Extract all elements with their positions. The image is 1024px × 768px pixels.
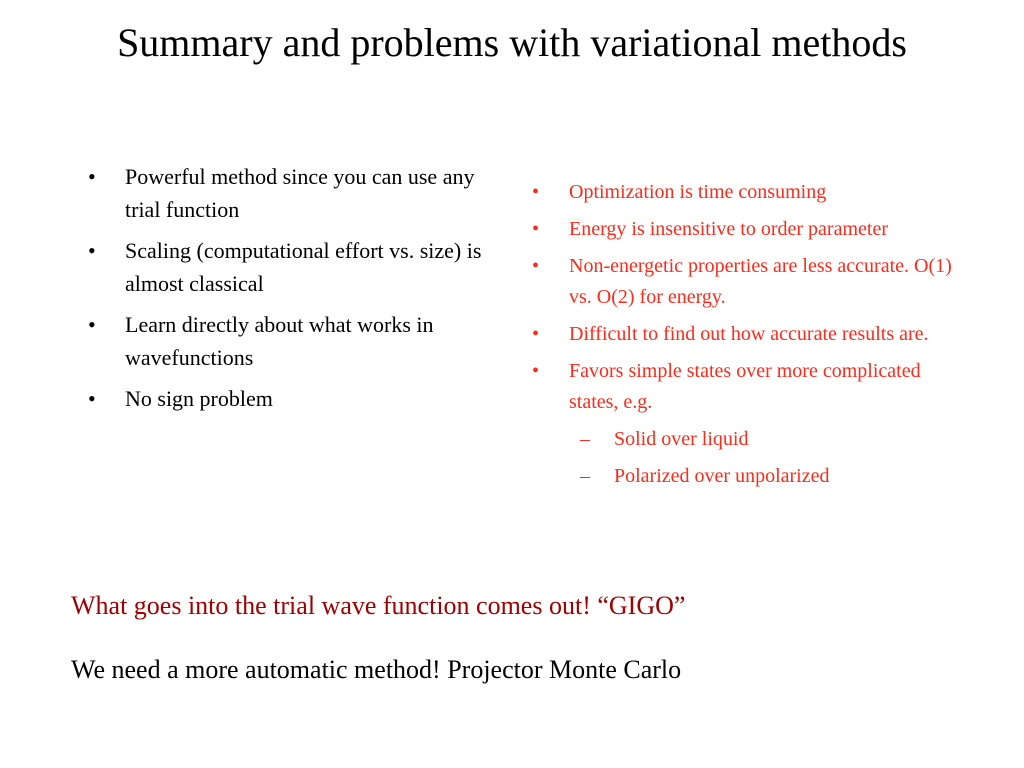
sub-list-item xyxy=(532,424,972,455)
bullet-icon: • xyxy=(532,255,540,277)
bullet-icon: • xyxy=(88,238,96,263)
list-item-text: Favors simple states over more complicated states, e.g. xyxy=(569,360,921,413)
list-item-text: Learn directly about what works in wavefunctions xyxy=(125,312,434,370)
list-item-text: Optimization is time consuming xyxy=(569,181,827,203)
list-item xyxy=(88,160,508,226)
bullet-icon: • xyxy=(88,164,96,189)
list-item-text: Powerful method since you can use any trial function xyxy=(125,164,475,222)
list-item xyxy=(88,234,508,300)
slide-title: Summary and problems with variational methods xyxy=(117,20,907,65)
list-item-text: Non-energetic properties are less accurate. O(1) vs. O(2) for energy. xyxy=(569,255,952,308)
bullet-icon: • xyxy=(88,386,96,411)
sub-list-item-text: Polarized over unpolarized xyxy=(614,465,830,487)
list-item-text: Energy is insensitive to order parameter xyxy=(569,218,888,240)
list-item xyxy=(532,177,972,208)
list-item-text: Scaling (computational effort vs. size) is almost classical xyxy=(125,238,482,296)
list-item-text: No sign problem xyxy=(125,386,273,411)
list-item-text: Difficult to find out how accurate results are. xyxy=(569,323,929,345)
list-item xyxy=(532,251,972,313)
problems-column xyxy=(532,177,972,498)
list-item xyxy=(532,214,972,245)
bullet-icon: • xyxy=(532,181,540,203)
list-item xyxy=(88,382,508,415)
examples-sublist xyxy=(532,424,972,492)
projector-monte-carlo-statement: We need a more automatic method! Projector Monte Carlo xyxy=(71,655,682,684)
sub-list-item xyxy=(532,461,972,492)
list-item xyxy=(88,308,508,374)
advantages-column xyxy=(88,160,508,423)
advantages-list xyxy=(88,160,508,415)
gigo-statement: What goes into the trial wave function comes out! “GIGO” xyxy=(71,591,686,620)
bullet-icon: • xyxy=(532,360,540,382)
sub-list-item-text: Solid over liquid xyxy=(614,428,749,450)
bullet-icon: • xyxy=(88,312,96,337)
dash-icon: – xyxy=(580,465,590,487)
bullet-icon: • xyxy=(532,218,540,240)
problems-list xyxy=(532,177,972,418)
list-item xyxy=(532,319,972,350)
dash-icon: – xyxy=(580,428,590,450)
list-item xyxy=(532,356,972,418)
bullet-icon: • xyxy=(532,323,540,345)
